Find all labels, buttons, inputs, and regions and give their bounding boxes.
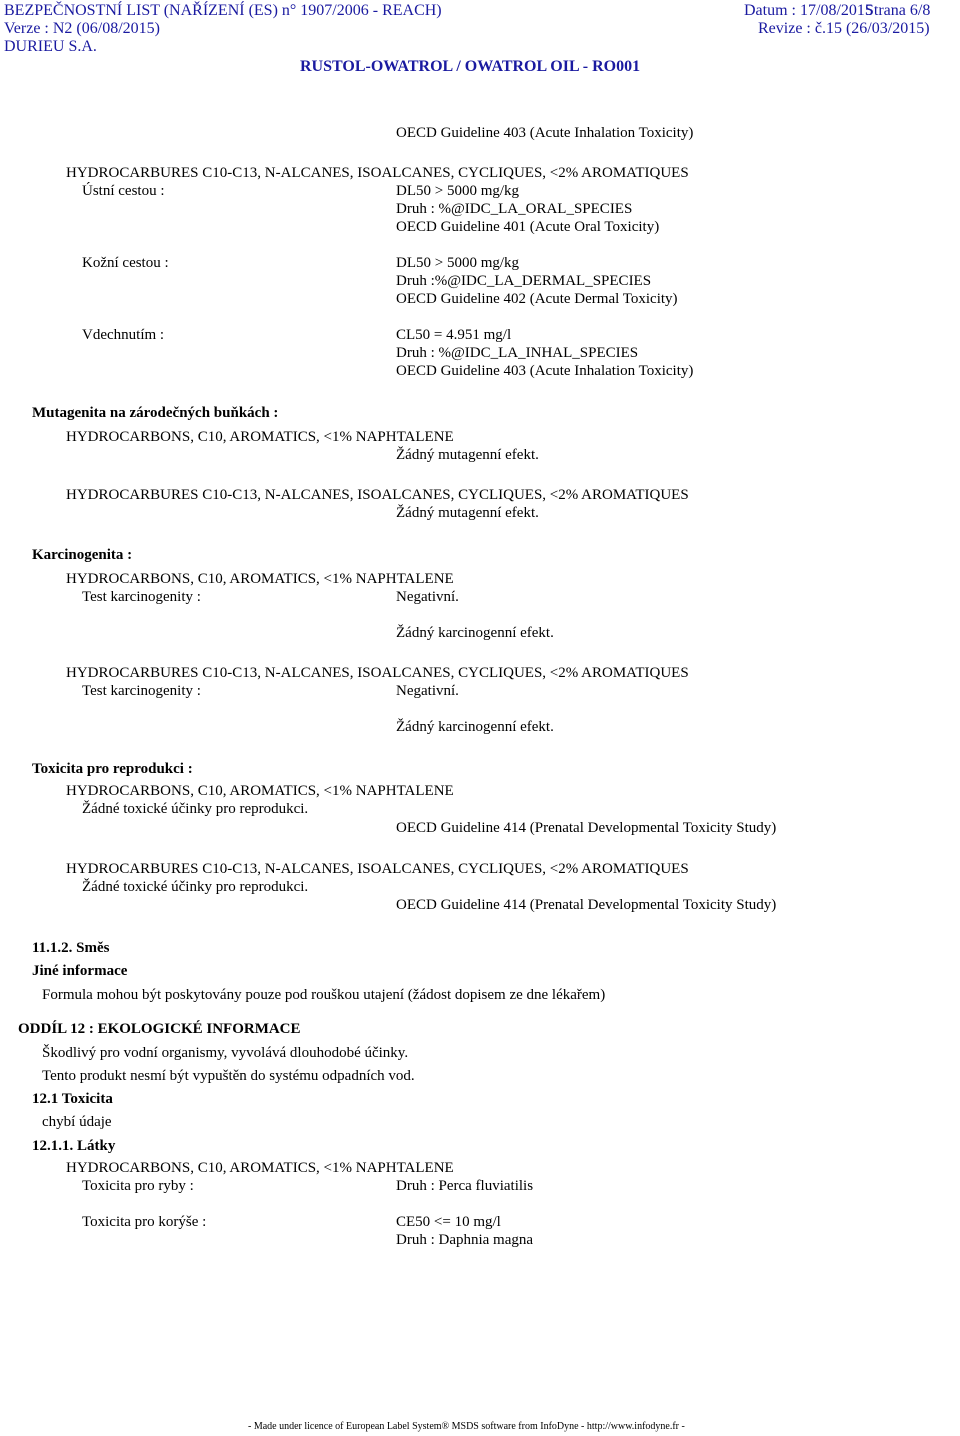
dermal-route-label: Kožní cestou : <box>82 255 169 271</box>
reproduction-result-2: Žádné toxické účinky pro reprodukci. <box>82 879 309 895</box>
carcinogenicity-test-label-2: Test karcinogenity : <box>82 683 201 699</box>
oral-guideline: OECD Guideline 401 (Acute Oral Toxicity) <box>396 219 660 235</box>
oral-species: Druh : %@IDC_LA_ORAL_SPECIES <box>396 201 633 217</box>
product-name: RUSTOL-OWATROL / OWATROL OIL - RO001 <box>300 58 641 75</box>
reproduction-guideline-2: OECD Guideline 414 (Prenatal Developmental Toxicity Study) <box>396 897 777 913</box>
other-info-heading: Jiné informace <box>32 963 128 979</box>
crustacean-species: Druh : Daphnia magna <box>396 1232 534 1248</box>
dermal-value: DL50 > 5000 mg/kg <box>396 255 520 271</box>
eco-line-2: Tento produkt nesmí být vypuštěn do systému odpadních vod. <box>42 1068 415 1084</box>
mixture-heading: 11.1.2. Směs <box>32 940 110 956</box>
reproduction-substance-2: HYDROCARBURES C10-C13, N-ALCANES, ISOALCANES, CYCLIQUES, <2% AROMATIQUES <box>66 861 689 877</box>
document-title: BEZPEČNOSTNÍ LIST (NAŘÍZENÍ (ES) n° 1907/2006 - REACH) <box>4 2 442 19</box>
crustacean-toxicity-value: CE50 <= 10 mg/l <box>396 1214 501 1230</box>
inhalation-species: Druh : %@IDC_LA_INHAL_SPECIES <box>396 345 639 361</box>
substances-heading: 12.1.1. Látky <box>32 1138 116 1154</box>
section-12-heading: ODDÍL 12 : EKOLOGICKÉ INFORMACE <box>18 1021 301 1037</box>
reproduction-result-1: Žádné toxické účinky pro reprodukci. <box>82 801 309 817</box>
inhalation-guideline: OECD Guideline 403 (Acute Inhalation Toxicity) <box>396 363 694 379</box>
reproduction-guideline-1: OECD Guideline 414 (Prenatal Developmental Toxicity Study) <box>396 820 777 836</box>
toxicity-text: chybí údaje <box>42 1114 112 1130</box>
reproduction-substance-1: HYDROCARBONS, C10, AROMATICS, <1% NAPHTALENE <box>66 783 454 799</box>
document-revision: Revize : č.15 (26/03/2015) <box>758 20 930 37</box>
crustacean-toxicity-label: Toxicita pro korýše : <box>82 1214 207 1230</box>
acute-top-guideline: OECD Guideline 403 (Acute Inhalation Toxicity) <box>396 125 694 141</box>
mutagenicity-substance-1: HYDROCARBONS, C10, AROMATICS, <1% NAPHTALENE <box>66 429 454 445</box>
footer-text: - Made under licence of European Label System® MSDS software from InfoDyne - http://www.infodyne.fr - <box>248 1421 685 1432</box>
inhalation-route-label: Vdechnutím : <box>82 327 165 343</box>
dermal-guideline: OECD Guideline 402 (Acute Dermal Toxicity) <box>396 291 678 307</box>
inhalation-value: CL50 = 4.951 mg/l <box>396 327 512 343</box>
carcinogenicity-heading: Karcinogenita : <box>32 547 133 563</box>
carcinogenicity-result-1: Žádný karcinogenní efekt. <box>396 625 554 641</box>
acute-substance-name: HYDROCARBURES C10-C13, N-ALCANES, ISOALCANES, CYCLIQUES, <2% AROMATIQUES <box>66 165 689 181</box>
mutagenicity-result-1: Žádný mutagenní efekt. <box>396 447 539 463</box>
carcinogenicity-test-label-1: Test karcinogenity : <box>82 589 201 605</box>
mutagenicity-substance-2: HYDROCARBURES C10-C13, N-ALCANES, ISOALCANES, CYCLIQUES, <2% AROMATIQUES <box>66 487 689 503</box>
carcinogenicity-substance-2: HYDROCARBURES C10-C13, N-ALCANES, ISOALCANES, CYCLIQUES, <2% AROMATIQUES <box>66 665 689 681</box>
oral-route-label: Ústní cestou : <box>82 183 165 199</box>
page-number: Strana 6/8 <box>865 2 931 19</box>
oral-value: DL50 > 5000 mg/kg <box>396 183 520 199</box>
mutagenicity-heading: Mutagenita na zárodečných buňkách : <box>32 405 279 421</box>
carcinogenicity-test-value-2: Negativní. <box>396 683 459 699</box>
carcinogenicity-test-value-1: Negativní. <box>396 589 459 605</box>
eco-line-1: Škodlivý pro vodní organismy, vyvolává dlouhodobé účinky. <box>42 1045 409 1061</box>
company-name: DURIEU S.A. <box>4 38 97 55</box>
carcinogenicity-result-2: Žádný karcinogenní efekt. <box>396 719 554 735</box>
toxicity-heading: 12.1 Toxicita <box>32 1091 113 1107</box>
reproduction-heading: Toxicita pro reprodukci : <box>32 761 193 777</box>
fish-toxicity-label: Toxicita pro ryby : <box>82 1178 194 1194</box>
document-version: Verze : N2 (06/08/2015) <box>4 20 160 37</box>
dermal-species: Druh :%@IDC_LA_DERMAL_SPECIES <box>396 273 652 289</box>
mutagenicity-result-2: Žádný mutagenní efekt. <box>396 505 539 521</box>
carcinogenicity-substance-1: HYDROCARBONS, C10, AROMATICS, <1% NAPHTALENE <box>66 571 454 587</box>
other-info-text: Formula mohou být poskytovány pouze pod rouškou utajení (žádost dopisem ze dne lékařem) <box>42 987 606 1003</box>
eco-substance-1: HYDROCARBONS, C10, AROMATICS, <1% NAPHTALENE <box>66 1160 454 1176</box>
fish-toxicity-value: Druh : Perca fluviatilis <box>396 1178 534 1194</box>
document-date: Datum : 17/08/2015 <box>744 2 873 19</box>
